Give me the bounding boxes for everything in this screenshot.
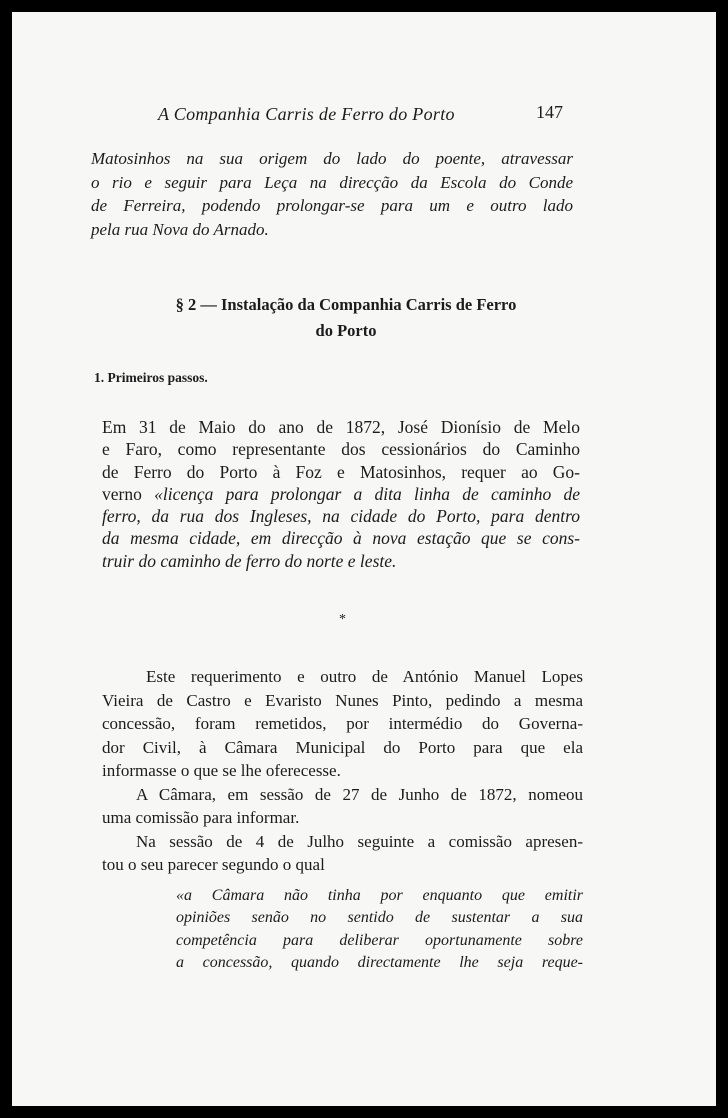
text-run: verno — [102, 483, 155, 504]
text-line: A Câmara, em sessão de 27 de Junho de 1872, nomeou — [136, 784, 583, 804]
text-line: uma comissão para informar. — [102, 808, 300, 827]
text-line: e Faro, como representante dos cessionários do Caminho — [102, 439, 580, 460]
paragraph-council — [102, 665, 583, 877]
text-line: de Ferreira, podendo prolongar-se para um e outro lado — [91, 196, 573, 215]
subsection-heading: 1. Primeiros passos. — [94, 370, 208, 385]
text-line: o rio e seguir para Leça na direcção da Escola do Conde — [91, 172, 573, 192]
text-line: concessão, foram remetidos, por intermédio do Governa- — [102, 714, 583, 733]
text-line: dor Civil, à Câmara Municipal do Porto para que ela — [102, 737, 583, 757]
text-line: Matosinhos na sua origem do lado do poente, atravessar — [91, 149, 573, 168]
text-line: Vieira de Castro e Evaristo Nunes Pinto, pedindo a mesma — [102, 690, 583, 710]
text-line: da mesma cidade, em direcção à nova estação que se cons- — [102, 528, 580, 549]
text-line: opiniões senão no sentido de sustentar a sua — [176, 909, 583, 927]
text-line: «a Câmara não tinha por enquanto que emitir — [176, 887, 583, 904]
text-line: truir do caminho de ferro do norte e leste. — [102, 550, 397, 571]
section-heading — [91, 292, 601, 344]
page-number: 147 — [536, 102, 563, 122]
paragraph-request — [102, 416, 580, 572]
text-line: tou o seu parecer segundo o qual — [102, 855, 325, 874]
section-heading-line: do Porto — [315, 321, 377, 340]
section-separator: * — [339, 612, 346, 627]
text-line: Na sessão de 4 de Julho seguinte a comissão apresen- — [136, 831, 583, 851]
text-line: Este requerimento e outro de António Manuel Lopes — [146, 667, 583, 686]
text-line: pela rua Nova do Arnado. — [91, 219, 269, 239]
text-line: informasse o que se lhe oferecesse. — [102, 761, 341, 780]
running-title: A Companhia Carris de Ferro do Porto — [158, 104, 455, 124]
continuation-paragraph — [91, 147, 573, 241]
text-line: Em 31 de Maio do ano de 1872, José Dionísio de Melo — [102, 417, 580, 437]
text-line: de Ferro do Porto à Foz e Matosinhos, requer ao Go- — [102, 461, 580, 482]
text-line: competência para deliberar oportunamente sobre — [176, 931, 583, 949]
book-page — [12, 12, 716, 1106]
section-heading-line: § 2 — Instalação da Companhia Carris de Ferro — [175, 295, 517, 314]
text-line: ferro, da rua dos Ingleses, na cidade do Porto, para dentro — [102, 506, 580, 527]
text-line-mixed — [102, 483, 580, 505]
text-line: a concessão, quando directamente lhe seja reque- — [176, 953, 583, 971]
block-quote — [176, 885, 583, 974]
quote-start-run: «licença para prolongar a dita linha de caminho de — [154, 483, 580, 504]
